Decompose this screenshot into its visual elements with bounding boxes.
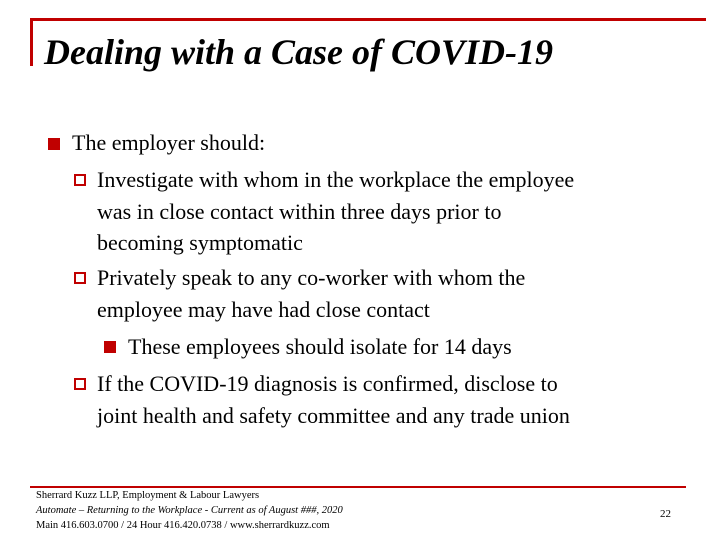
bullet-employer-should: The employer should:	[72, 130, 266, 155]
footer	[36, 488, 343, 533]
sub-sub-bullet-isolate: These employees should isolate for 14 days	[128, 334, 512, 359]
bullet-hollow-square-icon	[74, 174, 86, 186]
bullet-filled-square-icon	[104, 341, 116, 353]
sub-bullet-investigate-line-2: was in close contact within three days prior to	[97, 199, 502, 224]
title-rule-top	[30, 18, 706, 21]
sub-bullet-investigate-line-3: becoming symptomatic	[97, 230, 303, 255]
page-number: 22	[660, 508, 671, 520]
footer-firm: Sherrard Kuzz LLP, Employment & Labour Lawyers	[36, 490, 260, 501]
sub-bullet-investigate-line-1: Investigate with whom in the workplace the employee	[97, 167, 575, 192]
bullet-filled-square-icon	[48, 138, 60, 150]
slide-title: Dealing with a Case of COVID-19	[44, 32, 554, 72]
title-rule-left	[30, 18, 33, 66]
sub-bullet-privately-line-1: Privately speak to any co-worker with whom the	[97, 265, 526, 290]
sub-bullet-disclose-line-2: joint health and safety committee and any trade union	[97, 403, 570, 428]
footer-topic: Automate – Returning to the Workplace - Current as of August ###, 2020	[36, 505, 343, 516]
bullet-hollow-square-icon	[74, 272, 86, 284]
sub-bullet-privately-line-2: employee may have had close contact	[97, 297, 430, 322]
sub-bullet-disclose-line-1: If the COVID-19 diagnosis is confirmed, disclose to	[97, 371, 558, 396]
footer-contact: Main 416.603.0700 / 24 Hour 416.420.0738 / www.sherrardkuzz.com	[36, 520, 330, 531]
bullet-hollow-square-icon	[74, 378, 86, 390]
